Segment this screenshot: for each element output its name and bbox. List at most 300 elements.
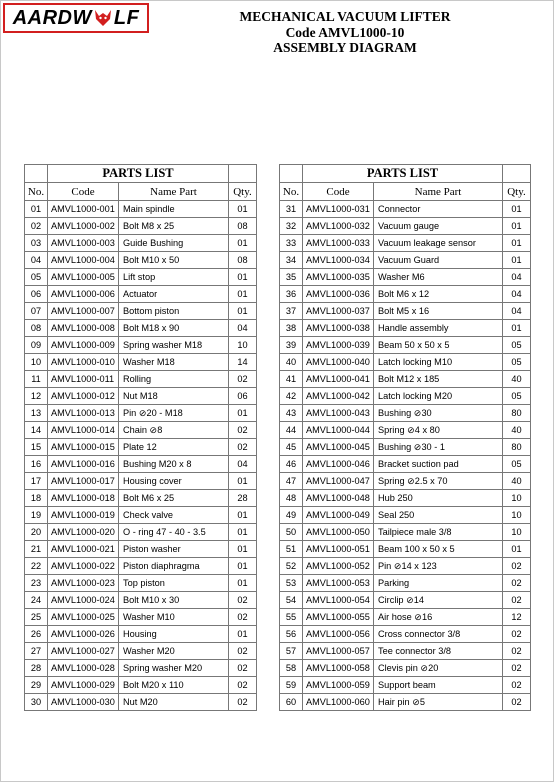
table-corner-cell (25, 165, 48, 183)
cell-qty: 28 (229, 490, 257, 507)
cell-no: 14 (25, 422, 48, 439)
cell-qty: 01 (229, 405, 257, 422)
cell-qty: 05 (503, 456, 531, 473)
cell-name: Bolt M12 x 185 (374, 371, 503, 388)
cell-name: Cross connector 3/8 (374, 626, 503, 643)
cell-qty: 02 (229, 371, 257, 388)
cell-name: Top piston (119, 575, 229, 592)
cell-qty: 02 (503, 575, 531, 592)
table-row (25, 456, 257, 473)
cell-qty: 05 (503, 354, 531, 371)
cell-qty: 08 (229, 218, 257, 235)
cell-name: Bolt M5 x 16 (374, 303, 503, 320)
cell-name: Clevis pin ⊘20 (374, 660, 503, 677)
cell-name: Seal 250 (374, 507, 503, 524)
cell-code: AMVL1000-038 (303, 320, 374, 337)
cell-code: AMVL1000-020 (48, 524, 119, 541)
cell-qty: 01 (229, 286, 257, 303)
cell-qty: 02 (503, 626, 531, 643)
cell-qty: 02 (229, 677, 257, 694)
table-row (280, 337, 531, 354)
cell-code: AMVL1000-044 (303, 422, 374, 439)
cell-name: Spring ⊘2.5 x 70 (374, 473, 503, 490)
cell-no: 45 (280, 439, 303, 456)
table-row (25, 507, 257, 524)
cell-no: 11 (25, 371, 48, 388)
cell-qty: 01 (229, 201, 257, 218)
logo-text-part2: W (72, 6, 92, 29)
cell-name: Tee connector 3/8 (374, 643, 503, 660)
cell-no: 31 (280, 201, 303, 218)
table-row (280, 405, 531, 422)
table-row (25, 626, 257, 643)
logo-text-part3: LF (113, 6, 140, 29)
cell-no: 53 (280, 575, 303, 592)
table-row (280, 218, 531, 235)
cell-qty: 01 (229, 626, 257, 643)
cell-code: AMVL1000-047 (303, 473, 374, 490)
cell-name: Washer M10 (119, 609, 229, 626)
cell-no: 55 (280, 609, 303, 626)
cell-qty: 01 (229, 507, 257, 524)
table-row (280, 354, 531, 371)
header-line-subtitle: ASSEMBLY DIAGRAM (273, 40, 417, 55)
cell-code: AMVL1000-035 (303, 269, 374, 286)
cell-no: 59 (280, 677, 303, 694)
cell-no: 03 (25, 235, 48, 252)
cell-name: Bushing ⊘30 - 1 (374, 439, 503, 456)
cell-name: Hair pin ⊘5 (374, 694, 503, 711)
cell-qty: 01 (503, 235, 531, 252)
cell-no: 60 (280, 694, 303, 711)
cell-code: AMVL1000-042 (303, 388, 374, 405)
cell-name: Circlip ⊘14 (374, 592, 503, 609)
cell-qty: 02 (229, 694, 257, 711)
cell-no: 32 (280, 218, 303, 235)
cell-qty: 01 (229, 473, 257, 490)
table-row (25, 252, 257, 269)
table-row (25, 558, 257, 575)
cell-code: AMVL1000-046 (303, 456, 374, 473)
cell-no: 19 (25, 507, 48, 524)
table-corner-cell (280, 165, 303, 183)
column-header-no: No. (25, 183, 48, 201)
cell-code: AMVL1000-014 (48, 422, 119, 439)
cell-name: Lift stop (119, 269, 229, 286)
cell-qty: 01 (229, 269, 257, 286)
cell-code: AMVL1000-017 (48, 473, 119, 490)
cell-code: AMVL1000-023 (48, 575, 119, 592)
cell-code: AMVL1000-025 (48, 609, 119, 626)
table-row (280, 371, 531, 388)
cell-no: 22 (25, 558, 48, 575)
header-line-code: Code AMVL1000-10 (285, 24, 405, 40)
table-row (25, 643, 257, 660)
column-header-qty: Qty. (503, 183, 531, 201)
table-row (280, 490, 531, 507)
cell-qty: 10 (503, 507, 531, 524)
cell-qty: 02 (229, 643, 257, 660)
cell-no: 54 (280, 592, 303, 609)
cell-no: 46 (280, 456, 303, 473)
cell-code: AMVL1000-030 (48, 694, 119, 711)
cell-no: 39 (280, 337, 303, 354)
column-header-code: Code (303, 183, 374, 201)
cell-name: Washer M18 (119, 354, 229, 371)
table-row (280, 507, 531, 524)
table-row (25, 592, 257, 609)
cell-name: Support beam (374, 677, 503, 694)
table-row (25, 473, 257, 490)
cell-code: AMVL1000-012 (48, 388, 119, 405)
table-row (280, 694, 531, 711)
cell-name: Beam 100 x 50 x 5 (374, 541, 503, 558)
cell-name: Nut M18 (119, 388, 229, 405)
cell-qty: 02 (229, 592, 257, 609)
cell-qty: 02 (503, 660, 531, 677)
cell-code: AMVL1000-039 (303, 337, 374, 354)
table-row (280, 456, 531, 473)
cell-name: Washer M6 (374, 269, 503, 286)
table-row (25, 660, 257, 677)
cell-code: AMVL1000-019 (48, 507, 119, 524)
table-row (25, 320, 257, 337)
cell-code: AMVL1000-029 (48, 677, 119, 694)
table-row (280, 235, 531, 252)
cell-code: AMVL1000-033 (303, 235, 374, 252)
cell-code: AMVL1000-043 (303, 405, 374, 422)
cell-qty: 02 (503, 592, 531, 609)
cell-code: AMVL1000-031 (303, 201, 374, 218)
cell-name: Latch locking M10 (374, 354, 503, 371)
table-row (280, 303, 531, 320)
cell-code: AMVL1000-007 (48, 303, 119, 320)
cell-name: Bolt M6 x 25 (119, 490, 229, 507)
table-row (280, 541, 531, 558)
cell-name: Latch locking M20 (374, 388, 503, 405)
cell-no: 02 (25, 218, 48, 235)
cell-name: Housing cover (119, 473, 229, 490)
cell-no: 33 (280, 235, 303, 252)
cell-name: Chain ⊘8 (119, 422, 229, 439)
table-body (280, 201, 531, 711)
cell-no: 34 (280, 252, 303, 269)
cell-qty: 04 (229, 320, 257, 337)
cell-name: Plate 12 (119, 439, 229, 456)
table-title: PARTS LIST (48, 165, 229, 183)
column-header-name: Name Part (119, 183, 229, 201)
cell-no: 12 (25, 388, 48, 405)
cell-qty: 02 (503, 694, 531, 711)
cell-qty: 01 (229, 575, 257, 592)
parts-list-table-left (24, 164, 257, 711)
cell-code: AMVL1000-055 (303, 609, 374, 626)
table-row (280, 439, 531, 456)
cell-qty: 40 (503, 422, 531, 439)
cell-name: Tailpiece male 3/8 (374, 524, 503, 541)
cell-code: AMVL1000-004 (48, 252, 119, 269)
cell-no: 50 (280, 524, 303, 541)
table-title: PARTS LIST (303, 165, 503, 183)
document-header (195, 9, 495, 56)
table-row (25, 541, 257, 558)
cell-name: Connector (374, 201, 503, 218)
cell-no: 24 (25, 592, 48, 609)
cell-name: Handle assembly (374, 320, 503, 337)
cell-name: Spring washer M18 (119, 337, 229, 354)
cell-qty: 02 (503, 677, 531, 694)
table-row (25, 422, 257, 439)
cell-qty: 01 (503, 541, 531, 558)
cell-code: AMVL1000-021 (48, 541, 119, 558)
table-row (280, 473, 531, 490)
cell-no: 48 (280, 490, 303, 507)
cell-qty: 01 (229, 558, 257, 575)
table-row (25, 269, 257, 286)
cell-qty: 12 (503, 609, 531, 626)
cell-name: Washer M20 (119, 643, 229, 660)
cell-name: Nut M20 (119, 694, 229, 711)
cell-no: 28 (25, 660, 48, 677)
parts-list-table-right (279, 164, 531, 711)
table-row (25, 235, 257, 252)
cell-name: Piston washer (119, 541, 229, 558)
table-row (280, 269, 531, 286)
table-row (280, 592, 531, 609)
cell-no: 06 (25, 286, 48, 303)
cell-code: AMVL1000-036 (303, 286, 374, 303)
cell-name: Bracket suction pad (374, 456, 503, 473)
cell-no: 35 (280, 269, 303, 286)
cell-no: 38 (280, 320, 303, 337)
table-row (25, 201, 257, 218)
cell-name: Guide Bushing (119, 235, 229, 252)
cell-qty: 01 (229, 235, 257, 252)
cell-qty: 02 (503, 643, 531, 660)
cell-no: 56 (280, 626, 303, 643)
cell-qty: 01 (503, 252, 531, 269)
cell-code: AMVL1000-002 (48, 218, 119, 235)
cell-no: 42 (280, 388, 303, 405)
cell-name: Pin ⊘20 - M18 (119, 405, 229, 422)
cell-name: Bushing ⊘30 (374, 405, 503, 422)
cell-name: Pin ⊘14 x 123 (374, 558, 503, 575)
cell-qty: 06 (229, 388, 257, 405)
table-row (25, 303, 257, 320)
cell-name: Bottom piston (119, 303, 229, 320)
cell-no: 43 (280, 405, 303, 422)
cell-code: AMVL1000-040 (303, 354, 374, 371)
wolf-head-icon (93, 9, 113, 27)
cell-code: AMVL1000-041 (303, 371, 374, 388)
table-row (25, 439, 257, 456)
cell-no: 52 (280, 558, 303, 575)
cell-no: 05 (25, 269, 48, 286)
cell-qty: 02 (503, 558, 531, 575)
cell-code: AMVL1000-009 (48, 337, 119, 354)
cell-qty: 05 (503, 337, 531, 354)
cell-name: Actuator (119, 286, 229, 303)
cell-code: AMVL1000-027 (48, 643, 119, 660)
table-row (280, 643, 531, 660)
cell-name: Bolt M18 x 90 (119, 320, 229, 337)
cell-no: 37 (280, 303, 303, 320)
cell-code: AMVL1000-052 (303, 558, 374, 575)
cell-code: AMVL1000-024 (48, 592, 119, 609)
cell-name: Rolling (119, 371, 229, 388)
column-header-code: Code (48, 183, 119, 201)
cell-qty: 01 (229, 524, 257, 541)
cell-code: AMVL1000-050 (303, 524, 374, 541)
cell-no: 23 (25, 575, 48, 592)
cell-no: 07 (25, 303, 48, 320)
logo-text-part1: AARD (12, 6, 73, 29)
cell-name: Main spindle (119, 201, 229, 218)
table-row (25, 218, 257, 235)
cell-name: Housing (119, 626, 229, 643)
table-row (25, 575, 257, 592)
table-row (25, 524, 257, 541)
cell-qty: 04 (503, 303, 531, 320)
cell-no: 17 (25, 473, 48, 490)
table-row (280, 626, 531, 643)
cell-code: AMVL1000-015 (48, 439, 119, 456)
table-row (25, 694, 257, 711)
cell-name: Bolt M10 x 50 (119, 252, 229, 269)
cell-code: AMVL1000-001 (48, 201, 119, 218)
cell-no: 49 (280, 507, 303, 524)
cell-qty: 02 (229, 439, 257, 456)
cell-code: AMVL1000-059 (303, 677, 374, 694)
cell-name: Bolt M10 x 30 (119, 592, 229, 609)
table-row (25, 405, 257, 422)
cell-name: Bushing M20 x 8 (119, 456, 229, 473)
cell-no: 18 (25, 490, 48, 507)
table-row (25, 371, 257, 388)
cell-name: Bolt M6 x 12 (374, 286, 503, 303)
cell-code: AMVL1000-048 (303, 490, 374, 507)
cell-code: AMVL1000-060 (303, 694, 374, 711)
table-row (280, 422, 531, 439)
table-row (280, 201, 531, 218)
cell-no: 26 (25, 626, 48, 643)
cell-qty: 04 (503, 286, 531, 303)
cell-qty: 40 (503, 371, 531, 388)
cell-qty: 02 (229, 660, 257, 677)
cell-name: Check valve (119, 507, 229, 524)
table-row (280, 609, 531, 626)
table-row (280, 677, 531, 694)
table-row (25, 354, 257, 371)
cell-code: AMVL1000-013 (48, 405, 119, 422)
cell-no: 30 (25, 694, 48, 711)
cell-code: AMVL1000-037 (303, 303, 374, 320)
table-row (280, 660, 531, 677)
cell-name: Bolt M20 x 110 (119, 677, 229, 694)
cell-qty: 10 (503, 490, 531, 507)
cell-no: 27 (25, 643, 48, 660)
cell-no: 41 (280, 371, 303, 388)
cell-qty: 14 (229, 354, 257, 371)
table-corner-cell (503, 165, 531, 183)
cell-no: 10 (25, 354, 48, 371)
cell-code: AMVL1000-008 (48, 320, 119, 337)
cell-code: AMVL1000-026 (48, 626, 119, 643)
cell-code: AMVL1000-003 (48, 235, 119, 252)
column-header-qty: Qty. (229, 183, 257, 201)
cell-qty: 01 (229, 303, 257, 320)
cell-qty: 02 (229, 422, 257, 439)
cell-no: 25 (25, 609, 48, 626)
cell-no: 29 (25, 677, 48, 694)
cell-name: Piston diaphragma (119, 558, 229, 575)
cell-no: 58 (280, 660, 303, 677)
cell-code: AMVL1000-032 (303, 218, 374, 235)
table-row (280, 320, 531, 337)
cell-name: Parking (374, 575, 503, 592)
cell-code: AMVL1000-010 (48, 354, 119, 371)
table-body (25, 201, 257, 711)
cell-no: 40 (280, 354, 303, 371)
cell-name: Air hose ⊘16 (374, 609, 503, 626)
cell-code: AMVL1000-056 (303, 626, 374, 643)
cell-no: 16 (25, 456, 48, 473)
cell-qty: 01 (229, 541, 257, 558)
cell-name: Spring ⊘4 x 80 (374, 422, 503, 439)
cell-no: 01 (25, 201, 48, 218)
cell-code: AMVL1000-018 (48, 490, 119, 507)
cell-code: AMVL1000-051 (303, 541, 374, 558)
cell-code: AMVL1000-028 (48, 660, 119, 677)
table-row (280, 286, 531, 303)
cell-no: 13 (25, 405, 48, 422)
cell-code: AMVL1000-049 (303, 507, 374, 524)
cell-no: 04 (25, 252, 48, 269)
cell-qty: 40 (503, 473, 531, 490)
cell-qty: 04 (229, 456, 257, 473)
cell-no: 47 (280, 473, 303, 490)
cell-no: 08 (25, 320, 48, 337)
cell-code: AMVL1000-045 (303, 439, 374, 456)
table-row (280, 252, 531, 269)
aardwolf-logo (3, 3, 149, 33)
cell-code: AMVL1000-005 (48, 269, 119, 286)
cell-no: 36 (280, 286, 303, 303)
table-row (25, 337, 257, 354)
cell-name: Vacuum gauge (374, 218, 503, 235)
cell-code: AMVL1000-054 (303, 592, 374, 609)
table-row (280, 575, 531, 592)
cell-qty: 80 (503, 405, 531, 422)
column-header-no: No. (280, 183, 303, 201)
cell-name: Hub 250 (374, 490, 503, 507)
cell-name: Spring washer M20 (119, 660, 229, 677)
cell-qty: 05 (503, 388, 531, 405)
cell-no: 51 (280, 541, 303, 558)
table-row (280, 388, 531, 405)
cell-qty: 02 (229, 609, 257, 626)
cell-qty: 10 (229, 337, 257, 354)
cell-no: 57 (280, 643, 303, 660)
cell-code: AMVL1000-057 (303, 643, 374, 660)
cell-qty: 80 (503, 439, 531, 456)
logo-text (13, 7, 140, 30)
table-row (280, 558, 531, 575)
cell-no: 44 (280, 422, 303, 439)
cell-name: Bolt M8 x 25 (119, 218, 229, 235)
table-row (25, 388, 257, 405)
cell-no: 09 (25, 337, 48, 354)
